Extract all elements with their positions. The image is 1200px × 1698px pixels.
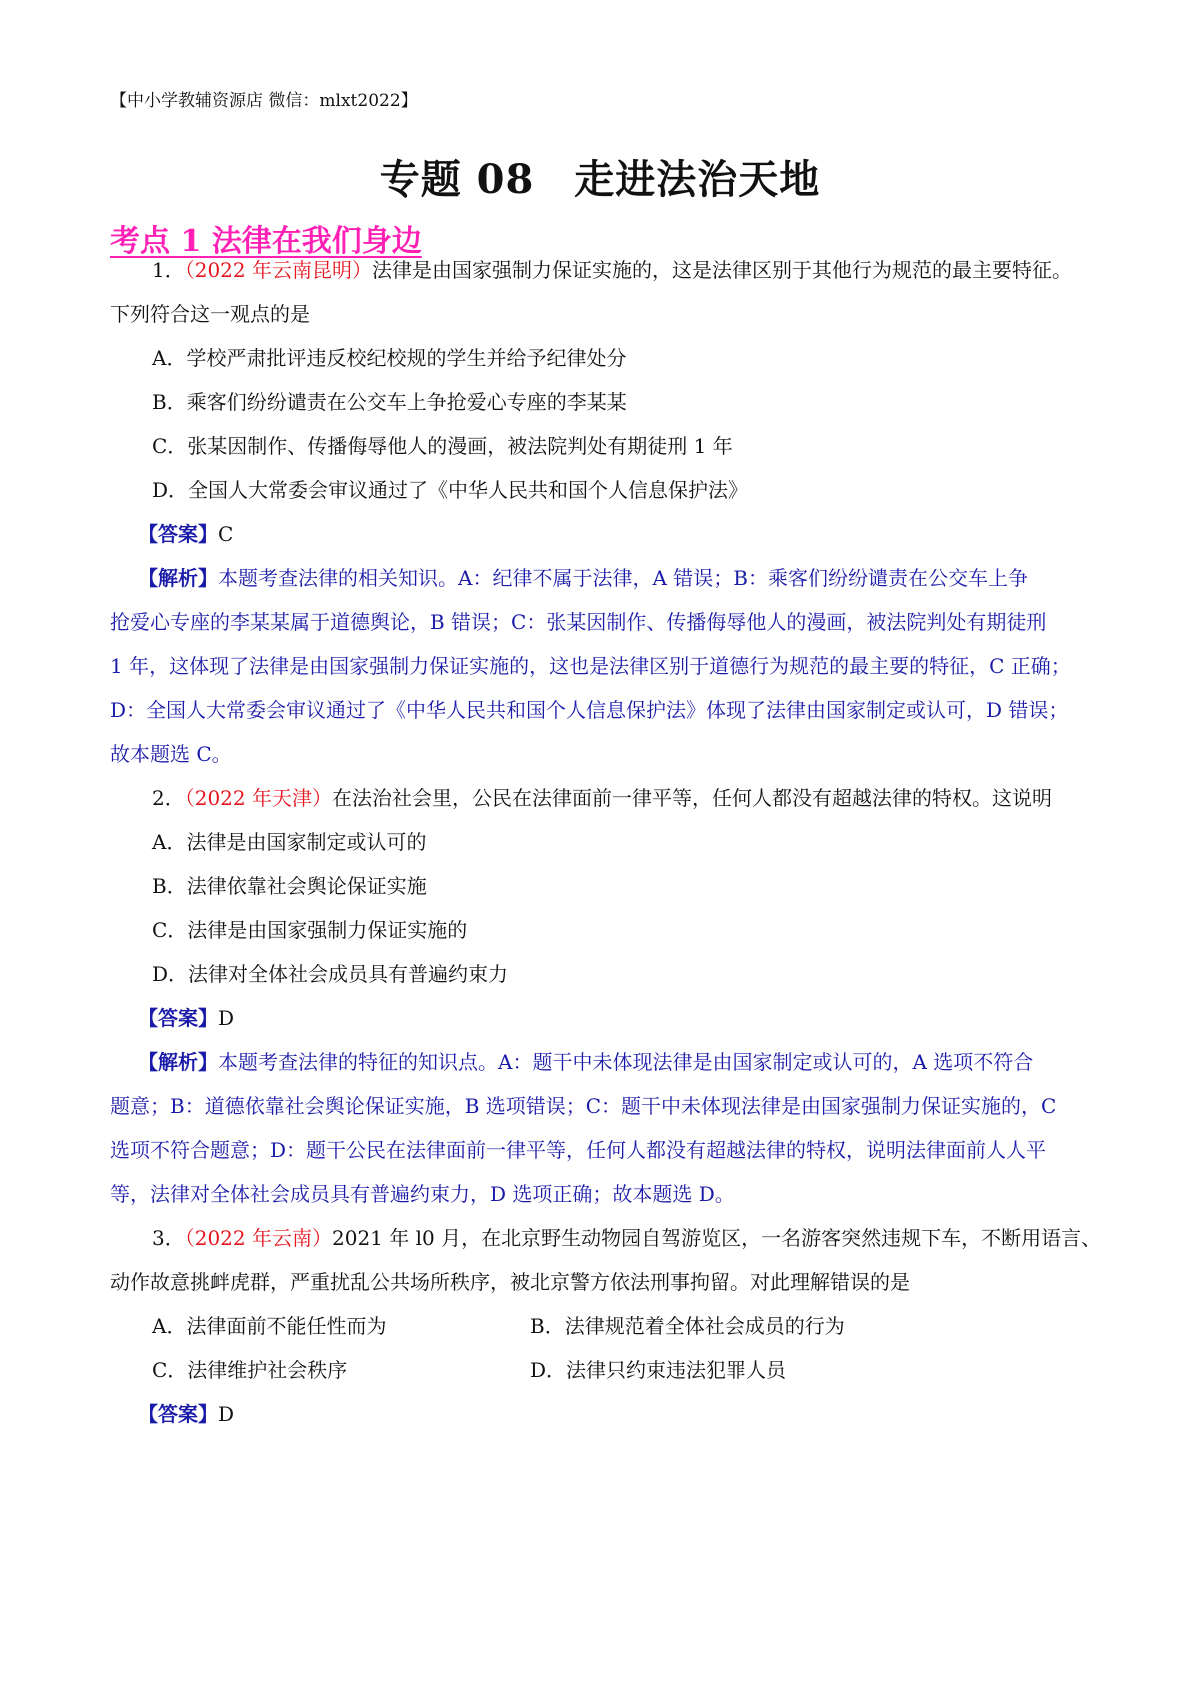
question-number: 2． bbox=[152, 786, 185, 810]
question-2-stem-line1 bbox=[152, 784, 1052, 812]
question-1-stem-line2: 下列符合这一观点的是 bbox=[110, 302, 310, 326]
question-2-analysis-line1 bbox=[138, 1048, 1033, 1076]
question-3-answer bbox=[138, 1400, 234, 1428]
question-1-analysis-line1 bbox=[138, 564, 1028, 592]
question-3-option-d: D．法律只约束违法犯罪人员 bbox=[530, 1358, 787, 1382]
question-1-analysis-line4: D：全国人大常委会审议通过了《中华人民共和国个人信息保护法》体现了法律由国家制定或认可，D 错误； bbox=[110, 698, 1069, 722]
question-2-answer bbox=[138, 1004, 234, 1032]
analysis-label: 【解析】 bbox=[138, 566, 218, 590]
answer-value: D bbox=[218, 1402, 235, 1426]
question-number: 1． bbox=[152, 258, 185, 282]
question-1-analysis-line5: 故本题选 C。 bbox=[110, 742, 232, 766]
question-3-option-a: A．法律面前不能任性而为 bbox=[152, 1314, 387, 1338]
question-1-option-b: B．乘客们纷纷谴责在公交车上争抢爱心专座的李某某 bbox=[152, 390, 627, 414]
question-source: （2022 年天津） bbox=[184, 786, 332, 810]
question-text: 在法治社会里，公民在法律面前一律平等，任何人都没有超越法律的特权。这说明 bbox=[332, 786, 1052, 810]
question-2-option-d: D．法律对全体社会成员具有普遍约束力 bbox=[152, 962, 509, 986]
answer-value: C bbox=[218, 522, 234, 546]
question-2-analysis-line4: 等，法律对全体社会成员具有普遍约束力，D 选项正确；故本题选 D。 bbox=[110, 1182, 735, 1206]
question-1-option-a: A．学校严肃批评违反校纪校规的学生并给予纪律处分 bbox=[152, 346, 627, 370]
question-text: 法律是由国家强制力保证实施的，这是法律区别于其他行为规范的最主要特征。 bbox=[372, 258, 1072, 282]
question-2-option-a: A．法律是由国家制定或认可的 bbox=[152, 830, 427, 854]
question-text: 2021 年 l0 月，在北京野生动物园自驾游览区，一名游客突然违规下车，不断用语言、 bbox=[332, 1226, 1102, 1250]
question-1-answer bbox=[138, 520, 233, 548]
answer-value: D bbox=[218, 1006, 235, 1030]
question-1-analysis-line2: 抢爱心专座的李某某属于道德舆论，B 错误；C：张某因制作、传播侮辱他人的漫画，被法院判处有期徒刑 bbox=[110, 610, 1047, 634]
question-number: 3． bbox=[152, 1226, 185, 1250]
question-3-option-c: C．法律维护社会秩序 bbox=[152, 1358, 348, 1382]
answer-label: 【答案】 bbox=[138, 522, 218, 546]
question-1-option-c: C．张某因制作、传播侮辱他人的漫画，被法院判处有期徒刑 1 年 bbox=[152, 434, 733, 458]
question-1-analysis-line3: 1 年，这体现了法律是由国家强制力保证实施的，这也是法律区别于道德行为规范的最主要的特征，C 正确； bbox=[110, 654, 1071, 678]
question-3-option-b: B．法律规范着全体社会成员的行为 bbox=[530, 1314, 845, 1338]
question-source: （2022 年云南） bbox=[184, 1226, 332, 1250]
analysis-label: 【解析】 bbox=[138, 1050, 218, 1074]
question-2-analysis-line2: 题意；B：道德依靠社会舆论保证实施，B 选项错误；C：题干中未体现法律是由国家强制力保证实施的，C bbox=[110, 1094, 1057, 1118]
section-heading: 考点 1 法律在我们身边 bbox=[110, 224, 422, 259]
question-1-stem-line1 bbox=[152, 256, 1072, 284]
page-title bbox=[0, 148, 1200, 205]
question-2-option-b: B．法律依靠社会舆论保证实施 bbox=[152, 874, 427, 898]
question-3-stem-line2: 动作故意挑衅虎群，严重扰乱公共场所秩序，被北京警方依法刑事拘留。对此理解错误的是 bbox=[110, 1270, 910, 1294]
answer-label: 【答案】 bbox=[138, 1402, 218, 1426]
title-part1: 专题 08 bbox=[379, 156, 535, 203]
answer-label: 【答案】 bbox=[138, 1006, 218, 1030]
question-2-option-c: C．法律是由国家强制力保证实施的 bbox=[152, 918, 468, 942]
question-1-option-d: D．全国人大常委会审议通过了《中华人民共和国个人信息保护法》 bbox=[152, 478, 749, 502]
title-part2: 走进法治天地 bbox=[574, 156, 821, 203]
question-source: （2022 年云南昆明） bbox=[184, 258, 372, 282]
header-note: 【中小学教辅资源店 微信：mlxt2022】 bbox=[110, 91, 418, 111]
question-2-analysis-line3: 选项不符合题意；D：题干公民在法律面前一律平等，任何人都没有超越法律的特权，说明法律面前人人平 bbox=[110, 1138, 1047, 1162]
analysis-text: 本题考查法律的相关知识。A：纪律不属于法律，A 错误；B：乘客们纷纷谴责在公交车上争 bbox=[218, 566, 1028, 590]
analysis-text: 本题考查法律的特征的知识点。A：题干中未体现法律是由国家制定或认可的，A 选项不符合 bbox=[218, 1050, 1034, 1074]
question-3-stem-line1 bbox=[152, 1224, 1101, 1252]
